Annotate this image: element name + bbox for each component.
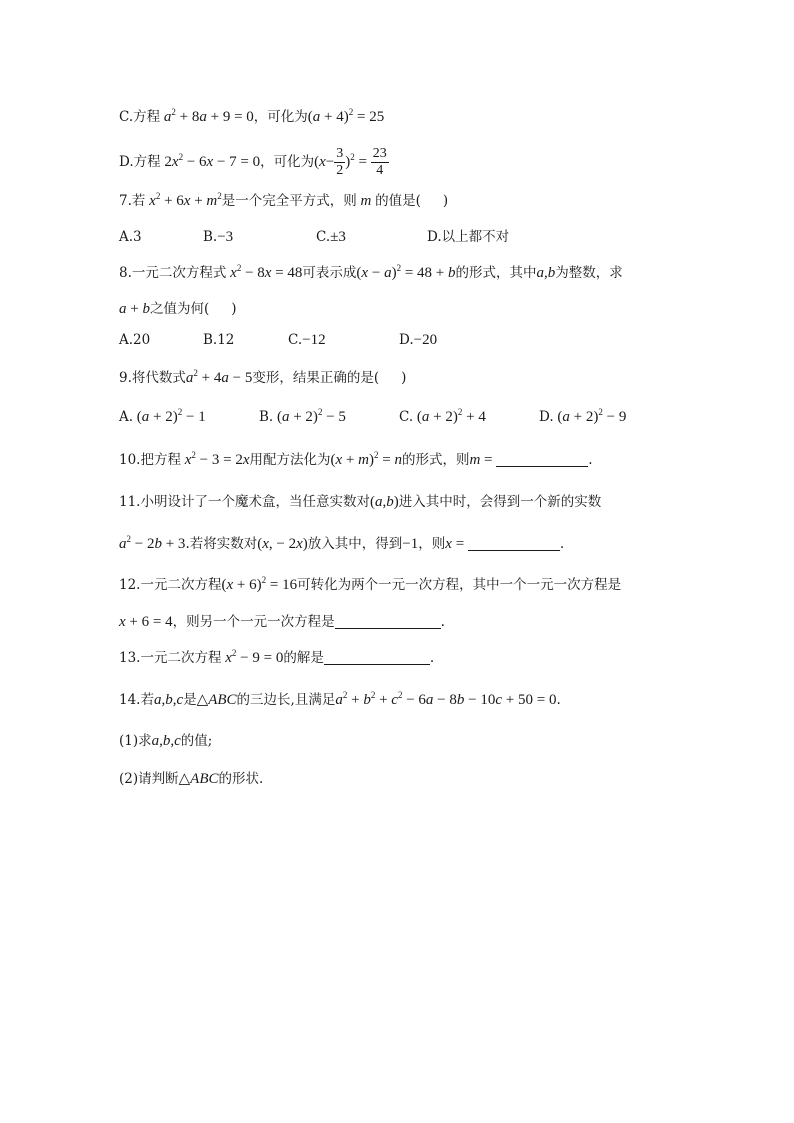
q6-option-c: C.方程 $a^2 + 8a + 9 = 0$，可化为$(a + 4)^2 = 25$ <box>119 107 385 125</box>
q10-stem: 10.把方程 $x^2 - 3 = 2x$用配方法化为$(x + m)^2 = n$的形式，则m = . <box>119 450 593 468</box>
q9-option-d[interactable]: D. $(a + 2)^2 - 9$ <box>539 407 627 425</box>
q8-stem: 8.一元二次方程式 $x^2 - 8x = 48$可表示成$(x - a)^2 = 48 + b$的形式，其中a,b为整数，求 <box>119 263 623 281</box>
q7-stem: 7.若 $x^2 + 6x + m^2$是一个完全平方式，则 m 的值是( ) <box>119 191 449 209</box>
q7-option-c[interactable]: C.±3 <box>316 229 346 245</box>
q7-option-d[interactable]: D.以上都不对 <box>427 229 510 245</box>
q9-option-a[interactable]: A. $(a + 2)^2 - 1$ <box>119 407 206 425</box>
fraction-23-4: $\frac{23}{4}$ <box>372 146 387 178</box>
q11-stem-cont: $a^2 - 2b + 3$.若将实数对(x, − 2x)放入其中，得到−1，则x = . <box>119 534 565 552</box>
q8-option-c[interactable]: C.−12 <box>288 332 326 348</box>
q13-stem: 13.一元二次方程 $x^2 - 9 = 0$的解是 . <box>119 648 435 666</box>
q11-stem: 11.小明设计了一个魔术盒，当任意实数对(a,b)进入其中时，会得到一个新的实数 <box>119 494 602 510</box>
fraction-3-2: $\frac{3}{2}$ <box>336 146 344 178</box>
q6-option-d: D.方程 $2x^2 - 6x - 7 = 0$，可化为(x− $\frac{3}{2}$ )$^2$ = $\frac{23}{4}$ <box>119 146 387 178</box>
q7-option-b[interactable]: B.−3 <box>203 229 234 245</box>
q12-stem: 12.一元二次方程$(x + 6)^2 = 16$可转化为两个一元一次方程，其中一个一元一次方程是 <box>119 575 622 593</box>
q14-part-2: (2)请判断△ABC的形状. <box>119 771 264 787</box>
q14-stem: 14.若a,b,c是△ABC的三边长,且满足$a^2 + b^2 + c^2 - 6a - 8b - 10c + 50 = 0$. <box>119 690 561 708</box>
q11-answer-blank[interactable] <box>468 536 560 551</box>
q9-option-c[interactable]: C. $(a + 2)^2 + 4$ <box>399 407 486 425</box>
q12-answer-blank[interactable] <box>335 614 441 629</box>
q8-option-d[interactable]: D.−20 <box>399 332 438 348</box>
q9-stem: 9.将代数式$a^2 + 4a - 5$变形，结果正确的是( ) <box>119 368 407 386</box>
q7-option-a[interactable]: A.3 <box>119 229 142 245</box>
q12-stem-cont: x + 6 = 4，则另一个一元一次方程是 . <box>119 614 445 630</box>
q9-option-b[interactable]: B. $(a + 2)^2 - 5$ <box>259 407 346 425</box>
q13-answer-blank[interactable] <box>324 650 430 665</box>
q14-part-1: (1)求a,b,c的值; <box>119 733 213 749</box>
q8-option-a[interactable]: A.20 <box>119 332 151 348</box>
q8-option-b[interactable]: B.12 <box>203 332 235 348</box>
q8-stem-cont: a + b之值为何( ) <box>119 301 237 317</box>
q10-answer-blank[interactable] <box>496 452 588 467</box>
